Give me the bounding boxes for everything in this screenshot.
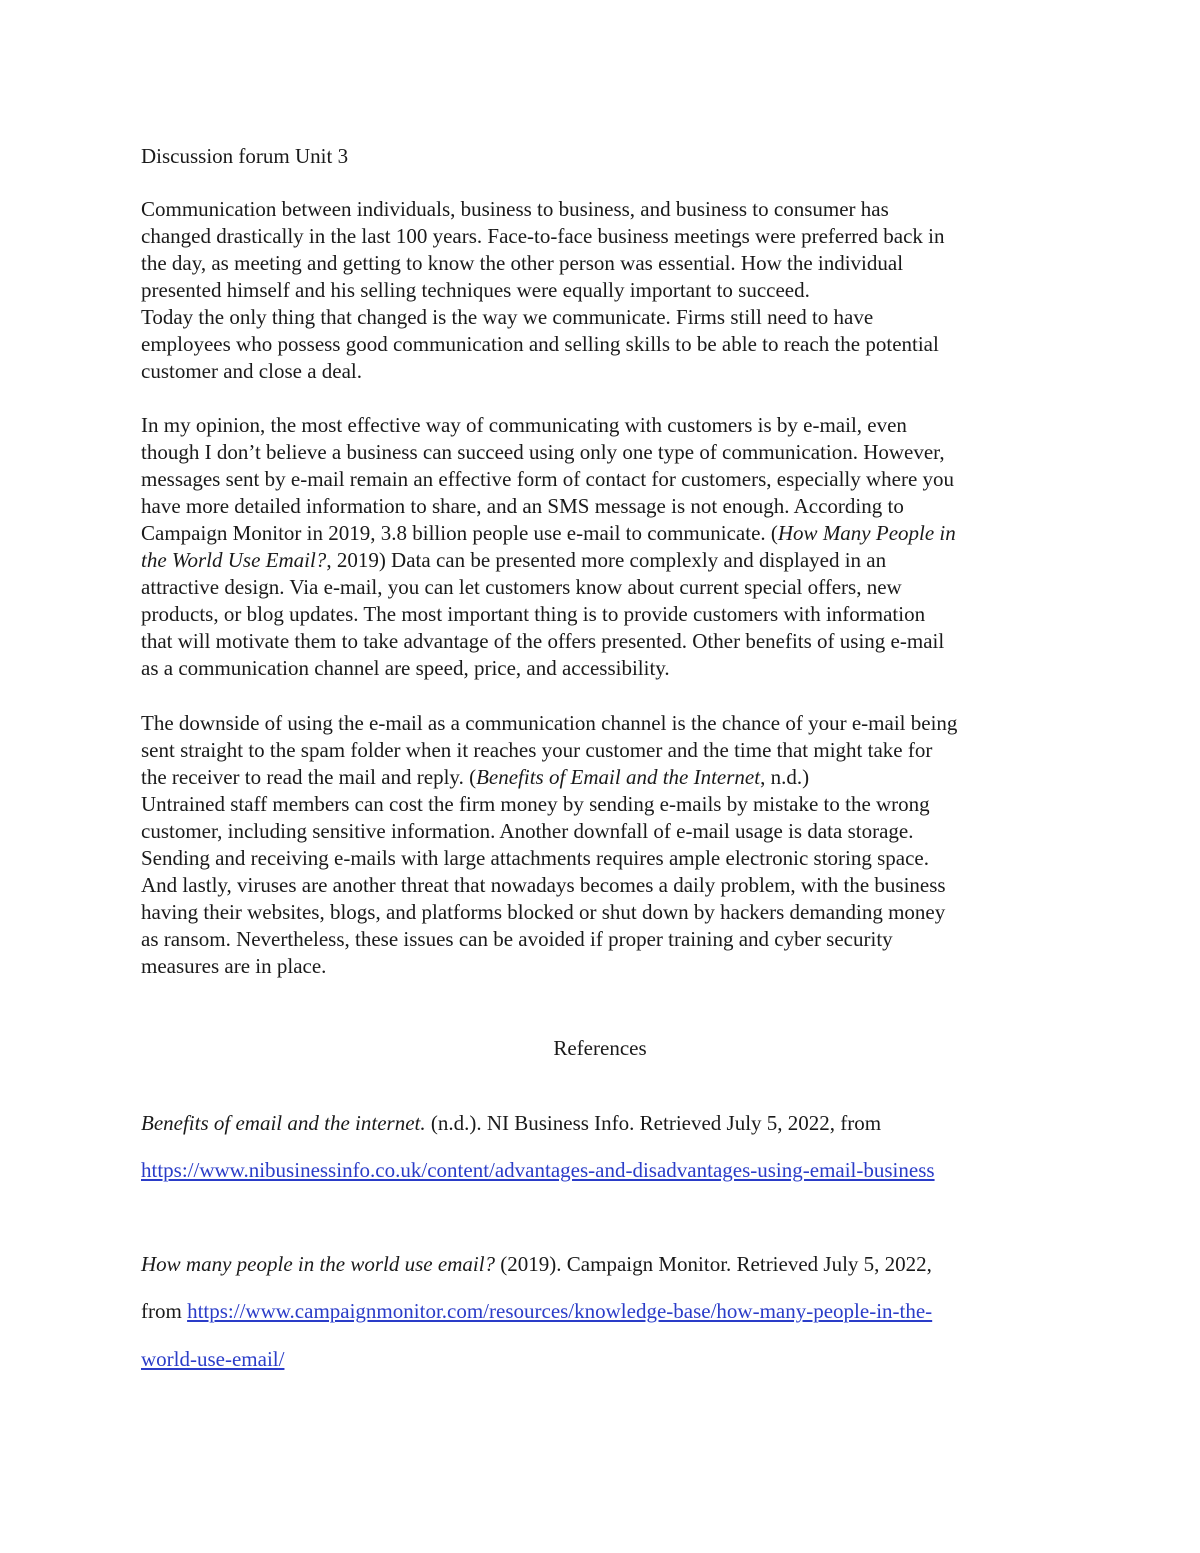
text-line: Communication between individuals, business to business, and business to consumer has [141,197,889,221]
paragraph-intro [141,196,1071,385]
reference-2-url-link[interactable]: https://www.campaignmonitor.com/resources/knowledge-base/how-many-people-in-the- [187,1299,933,1323]
text-line-with-citation [141,764,1071,791]
text-line: Untrained staff members can cost the firm money by sending e-mails by mistake to the wrong [141,792,930,816]
text-segment: , 2019) Data can be presented more complexly and displayed in an [326,548,887,572]
text-line: that will motivate them to take advantage of the offers presented. Other benefits of using e-mail [141,629,945,653]
reference-title: How many people in the world use email? [141,1252,496,1276]
document-title: Discussion forum Unit 3 [141,144,349,168]
text-line: employees who possess good communication and selling skills to be able to reach the potential [141,332,939,356]
reference-details: (n.d.). NI Business Info. Retrieved July 5, 2022, from [425,1111,882,1135]
text-line-with-citation [141,547,1071,574]
text-line: The downside of using the e-mail as a communication channel is the chance of your e-mail being [141,711,958,735]
text-line: having their websites, blogs, and platforms blocked or shut down by hackers demanding money [141,900,946,924]
reference-2-link-line [141,1298,932,1325]
citation-title: Benefits of Email and the Internet [476,765,761,789]
text-line: products, or blog updates. The most important thing is to provide customers with information [141,602,926,626]
reference-details: (2019). Campaign Monitor. Retrieved July 5, 2022, [495,1252,932,1276]
text-line: In my opinion, the most effective way of communicating with customers is by e-mail, even [141,413,907,437]
reference-2-link-line-continued [141,1346,284,1373]
text-line: Today the only thing that changed is the way we communicate. Firms still need to have [141,305,874,329]
text-line: measures are in place. [141,954,327,978]
reference-1-link-line [141,1157,935,1184]
reference-2-citation [141,1251,932,1278]
text-line-with-citation [141,520,1071,547]
reference-from-text: from [141,1299,188,1323]
reference-1-url-link[interactable]: https://www.nibusinessinfo.co.uk/content/advantages-and-disadvantages-using-email-business [141,1158,935,1182]
text-line: attractive design. Via e-mail, you can let customers know about current special offers, new [141,575,902,599]
text-line: customer, including sensitive information. Another downfall of e-mail usage is data storage. [141,819,914,843]
text-segment: , n.d.) [760,765,810,789]
text-line: as a communication channel are speed, price, and accessibility. [141,656,670,680]
text-line: though I don’t believe a business can succeed using only one type of communication. However, [141,440,945,464]
text-line: customer and close a deal. [141,359,362,383]
text-segment: the receiver to read the mail and reply. ( [141,765,477,789]
text-line: Sending and receiving e-mails with large attachments requires ample electronic storing space. [141,846,930,870]
text-line: presented himself and his selling techniques were equally important to succeed. [141,278,810,302]
citation-title: the World Use Email? [141,548,327,572]
reference-1-citation [141,1110,881,1137]
text-line: sent straight to the spam folder when it reaches your customer and the time that might take for [141,738,933,762]
text-line: have more detailed information to share, and an SMS message is not enough. According to [141,494,904,518]
citation-title: How Many People in [777,521,956,545]
text-line: changed drastically in the last 100 years. Face-to-face business meetings were preferred back in [141,224,945,248]
text-line: as ransom. Nevertheless, these issues can be avoided if proper training and cyber security [141,927,893,951]
reference-title: Benefits of email and the internet. [141,1111,426,1135]
text-segment: Campaign Monitor in 2019, 3.8 billion people use e-mail to communicate. ( [141,521,778,545]
text-line: the day, as meeting and getting to know the other person was essential. How the individual [141,251,904,275]
text-line: messages sent by e-mail remain an effective form of contact for customers, especially where you [141,467,955,491]
paragraph-email-downsides [141,710,1071,980]
text-line: And lastly, viruses are another threat that nowadays becomes a daily problem, with the business [141,873,946,897]
references-heading: References [553,1036,647,1060]
reference-2-url-link-continued[interactable]: world-use-email/ [141,1347,285,1371]
paragraph-email-benefits [141,412,1071,682]
